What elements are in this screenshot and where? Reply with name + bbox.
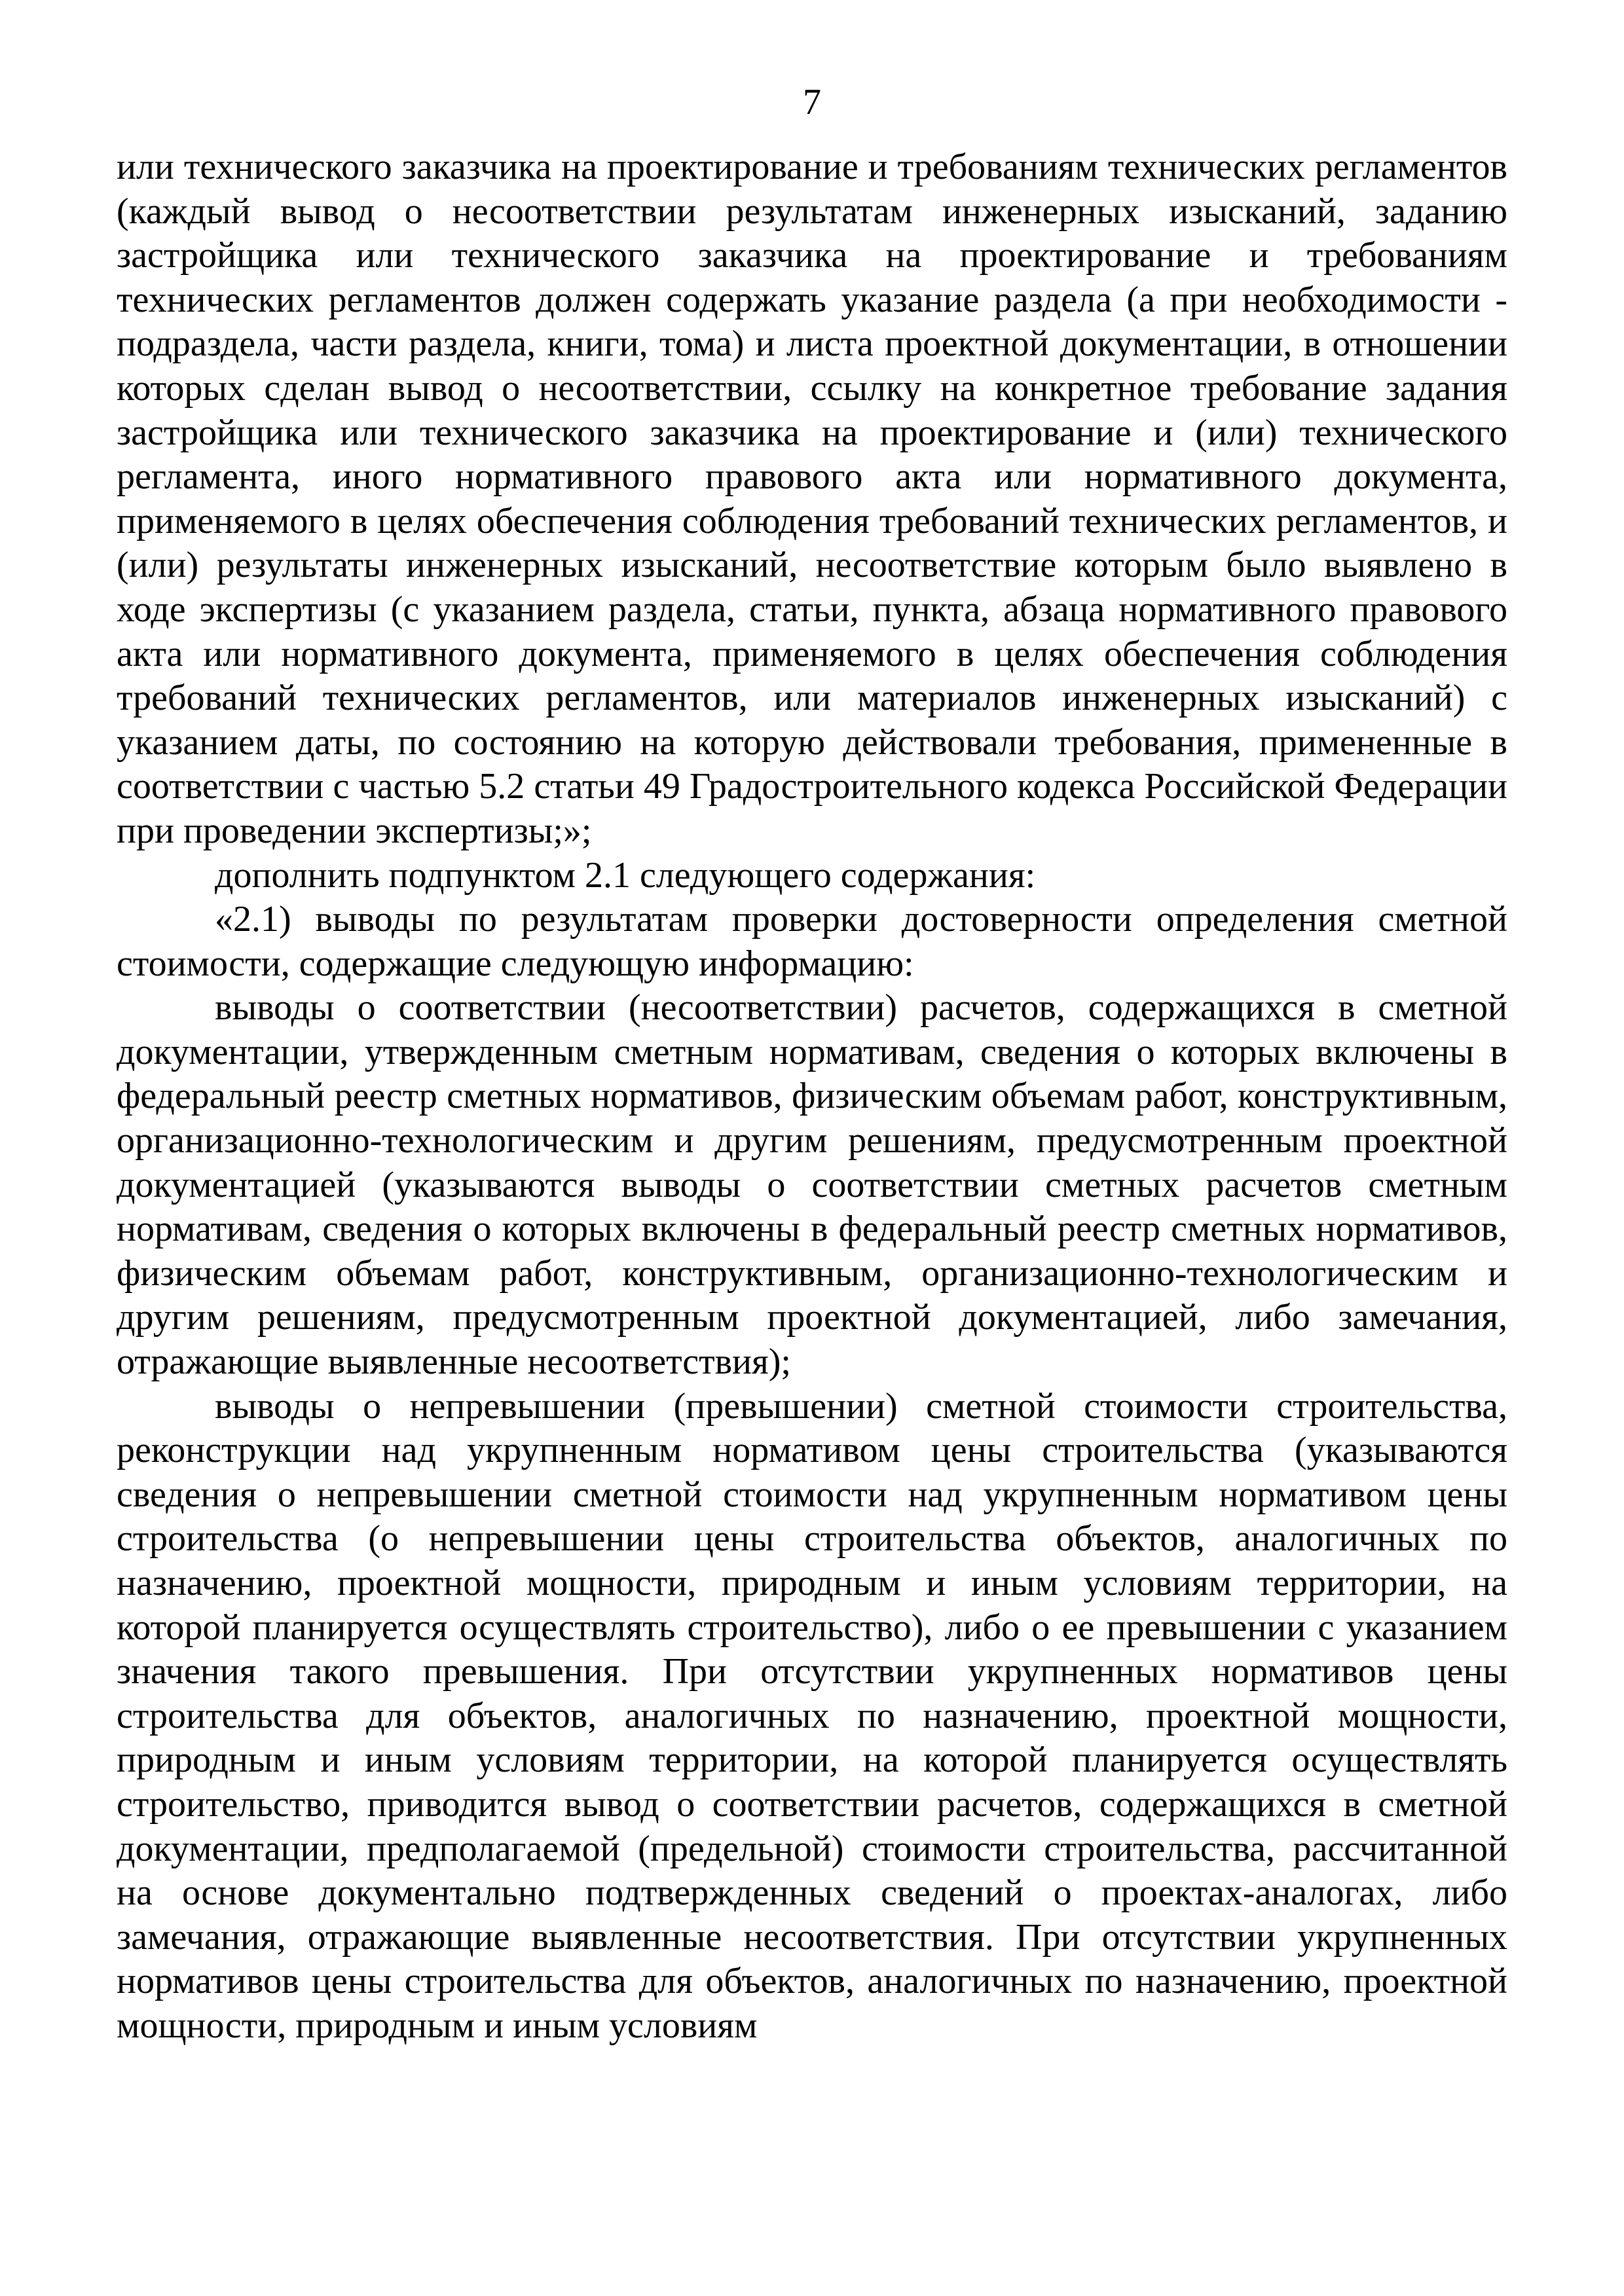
body-text — [117, 145, 1507, 2049]
paragraph-conclusions-excess: выводы о непревышении (превышении) сметной стоимости строительства, реконструкции над укрупненным нормативом цены строительства (указываются сведения о непревышении сметной стоимости над укрупненным нормативом цены строительства (о непревышении цены строительства объектов, аналогичных по назначению, проектной мощности, природным и иным условиям территории, на которой планируется осуществлять строительство), либо о ее превышении с указанием значения такого превышения. При отсутствии укрупненных нормативов цены строительства для объектов, аналогичных по назначению, проектной мощности, природным и иным условиям территории, на которой планируется осуществлять строительство, приводится вывод о соответствии расчетов, содержащихся в сметной документации, предполагаемой (предельной) стоимости строительства, рассчитанной на основе документально подтвержденных сведений о проектах-аналогах, либо замечания, отражающие выявленные несоответствия. При отсутствии укрупненных нормативов цены строительства для объектов, аналогичных по назначению, проектной мощности, природным и иным условиям — [117, 1385, 1507, 2046]
paragraph-continuation: или технического заказчика на проектирование и требованиям технических регламентов (каждый вывод о несоответствии результатам инженерных изысканий, заданию застройщика или технического заказчика на проектирование и требованиям технических регламентов должен содержать указание раздела (а при необходимости - подраздела, части раздела, книги, тома) и листа проектной документации, в отношении которых сделан вывод о несоответствии, ссылку на конкретное требование задания застройщика или технического заказчика на проектирование и (или) технического регламента, иного нормативного правового акта или нормативного документа, применяемого в целях обеспечения соблюдения требований технических регламентов, и (или) результаты инженерных изысканий, несоответствие которым было выявлено в ходе экспертизы (с указанием раздела, статьи, пункта, абзаца нормативного правового акта или нормативного документа, применяемого в целях обеспечения соблюдения требований технических регламентов, или материалов инженерных изысканий) с указанием даты, по состоянию на которую действовали требования, примененные в соответствии с частью 5.2 статьи 49 Градостроительного кодекса Российской Федерации при проведении экспертизы;»; — [117, 147, 1507, 851]
page-number: 7 — [803, 82, 821, 122]
paragraph-subpoint-2-1: «2.1) выводы по результатам проверки достоверности определения сметной стоимости, содержащие следующую информацию: — [117, 899, 1507, 984]
paragraph-conclusions-compliance: выводы о соответствии (несоответствии) расчетов, содержащихся в сметной документации, утвержденным сметным нормативам, сведения о которых включены в федеральный реестр сметных нормативов, физическим объемам работ, конструктивным, организационно-технологическим и другим решениям, предусмотренным проектной документацией (указываются выводы о соответствии сметных расчетов сметным нормативам, сведения о которых включены в федеральный реестр сметных нормативов, физическим объемам работ, конструктивным, организационно-технологическим и другим решениям, предусмотренным проектной документацией, либо замечания, отражающие выявленные несоответствия); — [117, 987, 1507, 1383]
paragraph-addition-intro: дополнить подпунктом 2.1 следующего содержания: — [215, 854, 1036, 896]
